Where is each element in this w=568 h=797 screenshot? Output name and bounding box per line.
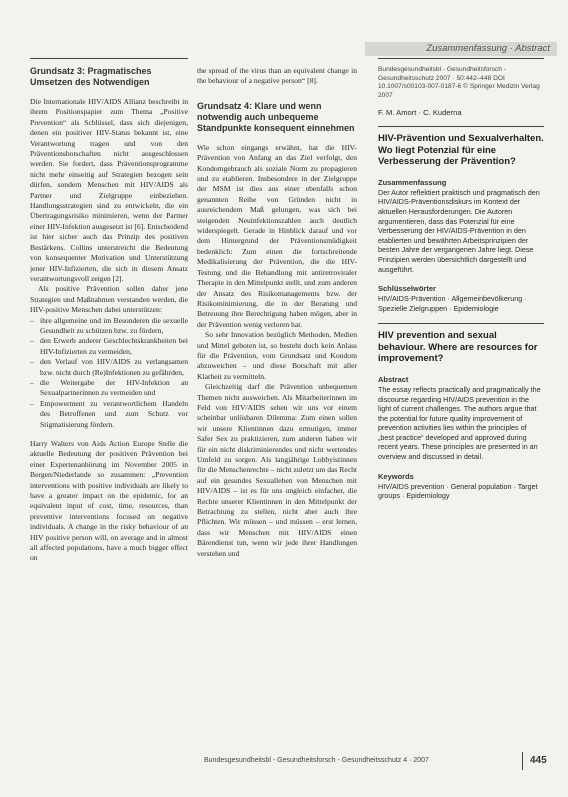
- list-item: – Empowerment zu verantwortlichem Handeln des Betroffenen und zum Schutz vor Stigmatisierung fördern.: [30, 399, 188, 430]
- abstract-text: The essay reflects practically and pragmatically the discourse regarding HIV/AIDS prevention in the light of current challenges. The authors argue that the potential for future quality improvement of prevention activities lies within the principles of „best practice“ developed and approved during recent years. These principles are presented in an overview and discussed in detail.: [378, 384, 541, 462]
- section-label: Zusammenfassung · Abstract: [426, 43, 550, 54]
- top-rule-col1: [30, 58, 188, 59]
- keywords-de: HIV/AIDS-Prävention · Allgemeinbevölkerung · Spezielle Zielgruppen · Epidemiologie: [378, 294, 527, 313]
- paragraph-continued: the spread of the virus than an equivalent change in the behaviour of a negative person“ [8].: [197, 66, 357, 86]
- bullet-list: [30, 316, 188, 430]
- top-rule-col3: [378, 58, 544, 59]
- summary-text: Der Autor reflektiert praktisch und pragmatisch den HIV/AIDS-Präventionsdiskurs im Kontext der aktuellen Herausforderungen. Die Autoren argumentieren, dass das Potenzial für eine Verbesserung der HIV/AIDS-Prävention in den etablierten und bewährten Arbeitsprinzipien der besten Jahre der vergangenen Jahre liegt. Diese Prinzipien werden übersichtlich dargestellt und ausgeführt.: [378, 187, 540, 274]
- paragraph: Gleichzeitig darf die Prävention unbequemen Themen nicht ausweichen. Als Mitarbeiterinnen im Feld von HIV/AIDS sehen wir uns vor einem scheinbar unlösbaren Dilemma: Zum einen sollen wir unsere Klientinnen dazu ermutigen, immer Safer Sex zu praktizieren, zum anderen haben wir für ein nicht diskriminierendes und nicht wertendes Umfeld zu sorgen. Als langjährige Lobbyistinnen für die Menschenrechte – nicht zuletzt um das Recht auf ein gesundes Sexualleben von Menschen mit HIV/AIDS – ist es für uns ungleich einfacher, die Rechte unserer Klientinnen in den Mittelpunkt der Betrachtung zu stellen, nicht aber auch ihre Pflichten. Wir müssen – und müssen – erst lernen, dass wir Menschen mit HIV/AIDS einen Bärendienst tun, wenn wir jede ihrer Handlungen verstehen und: [197, 382, 357, 558]
- paragraph: Harry Walters von Aids Action Europe Stelle die aktuelle Bedeutung der positiven Prävention bei einer Expertenanhörung im November 2005 in Bergen/Niederlande so zusammen: „Prevention interventions with positive individuals are likely to have a greater impact on the epidemic, for an equivalent input of cost, time, resources, than preventive interventions focused on negative individuals. A change in the risky behaviour of an HIV positive person will, on average and in almost all affected populations, have a much bigger effect on: [30, 439, 188, 563]
- paragraph: Die Internationale HIV/AIDS Allianz beschreibt in ihrem Positionspapier zum Thema „Positive Prevention“ als Schlüssel, dass sich diejenigen, denen ein positiver HIV-Status bekannt ist, eine Verantwortung tragen und von den Präventionsbotschaften nicht ausgeschlossen werden. Sie fordert, dass Präventionsprogramme nicht mehr einseitig auf Strategien bezogen sein dürfen, sondern Menschen mit HIV/AIDS als Partner und Zielgruppe einbeziehen. Handlungsstrategien sind zu entwickeln, die ein Übertragungsrisiko minimieren, wenn der Partner einer HIV-Infektion ausgesetzt ist [6]. Entscheidend ist hier sicher auch das Prinzip des positiven Bestärkens. Collins unterstreicht die Bedeutung von konsequenter Motivation und Unterstützung jener HIV-Infizierten, die sich in diesem Ansatz verantwortungsvoll zeigen [2].: [30, 97, 188, 283]
- footer-journal: Bundesgesundheitsbl - Gesundheitsforsch - Gesundheitsschutz 4 · 2007: [204, 757, 429, 764]
- list-item: – den Erwerb anderer Geschlechtskrankheiten bei HIV-Infizierten zu vermeiden,: [30, 336, 188, 357]
- section-heading-4: Grundsatz 4: Klare und wenn notwendig auch unbequeme Standpunkte konsequent einnehmen: [197, 100, 355, 133]
- column-left: [30, 66, 188, 766]
- abstract-heading: Abstract: [378, 374, 409, 384]
- page-number: 445: [530, 755, 547, 766]
- paragraph: So sehr Innovation bezüglich Methoden, Medien und Mittel geboten ist, so besteht doch kein Anlass für die Prävention, vom Grundsatz und Kondom abzuweichen – und diese Botschaft mit aller Klarheit zu vermitteln.: [197, 330, 357, 381]
- article-title-de: HIV-Prävention und Sexualverhalten. Wo liegt Potenzial für eine Verbesserung der Prävention?: [378, 133, 544, 168]
- keywords-en: HIV/AIDS prevention · General population · Target groups · Epidemiology: [378, 481, 538, 501]
- summary-heading: Zusammenfassung: [378, 177, 447, 187]
- article-title-en: HIV prevention and sexual behaviour. Where are resources for improvement?: [378, 330, 538, 365]
- list-item: – die Weitergabe der HIV-Infektion an Sexualpartnerinnen zu vermeiden und: [30, 378, 188, 399]
- list-item: – den Verlauf von HIV/AIDS zu verlangsamen bzw. nicht durch (Re)Infektionen zu gefährden,: [30, 357, 188, 378]
- paragraph: Als positive Prävention sollen daher jene Strategien und Maßnahmen verstanden werden, die HIV-positive Menschen dabei unterstützen:: [30, 284, 188, 315]
- divider: [378, 323, 544, 324]
- section-heading-3: Grundsatz 3: Pragmatisches Umsetzen des Notwendigen: [30, 66, 152, 87]
- authors: F. M. Amort · C. Kuderna: [378, 108, 462, 118]
- citation: Bundesgesundheitsbl - Gesundheitsforsch - Gesundheitsschutz 2007 · 50:442–448 DOI 10.1007/s00103-007-0187-6 © Springer Medizin Verlag 2007: [378, 66, 540, 99]
- column-middle: [197, 66, 357, 766]
- keywords-heading-en: Keywords: [378, 471, 414, 481]
- divider: [378, 126, 544, 127]
- column-right-abstract: [378, 66, 544, 766]
- keywords-heading-de: Schlüsselwörter: [378, 284, 436, 294]
- list-item: – ihre allgemeine und im Besonderen die sexuelle Gesundheit zu schützen bzw. zu fördern,: [30, 316, 188, 337]
- paragraph: Wie schon eingangs erwähnt, hat die HIV-Prävention von Anfang an das Ziel verfolgt, den Kondomgebrauch als soziale Norm zu propagieren und zu etablieren. Insbesondere in der Zielgruppe der MSM ist dies aus einer ebenfalls schon genannten Reihe von Gründen nicht in ausreichendem Maß gelungen, was sich bei steigenden Neuinfektionszahlen auch deutlich widerspiegelt. Gerade in Hinblick darauf und vor dem Hintergrund der Präventionsmüdigkeit bedenklich: Zum einen die fortschreitende Medikalisierung der Prävention, die die HIV-Testung und die Behandlung mit antiretroviraler Therapie in den Mittelpunkt stellt, und zum anderen der Ansatz des Risikomanagements bzw. der Risikominimierung, die in der Beratung und Betreuung ihre Berechtigung haben mögen, aber in der Prävention wenig verloren hat.: [197, 142, 357, 329]
- footer-separator: [522, 752, 523, 770]
